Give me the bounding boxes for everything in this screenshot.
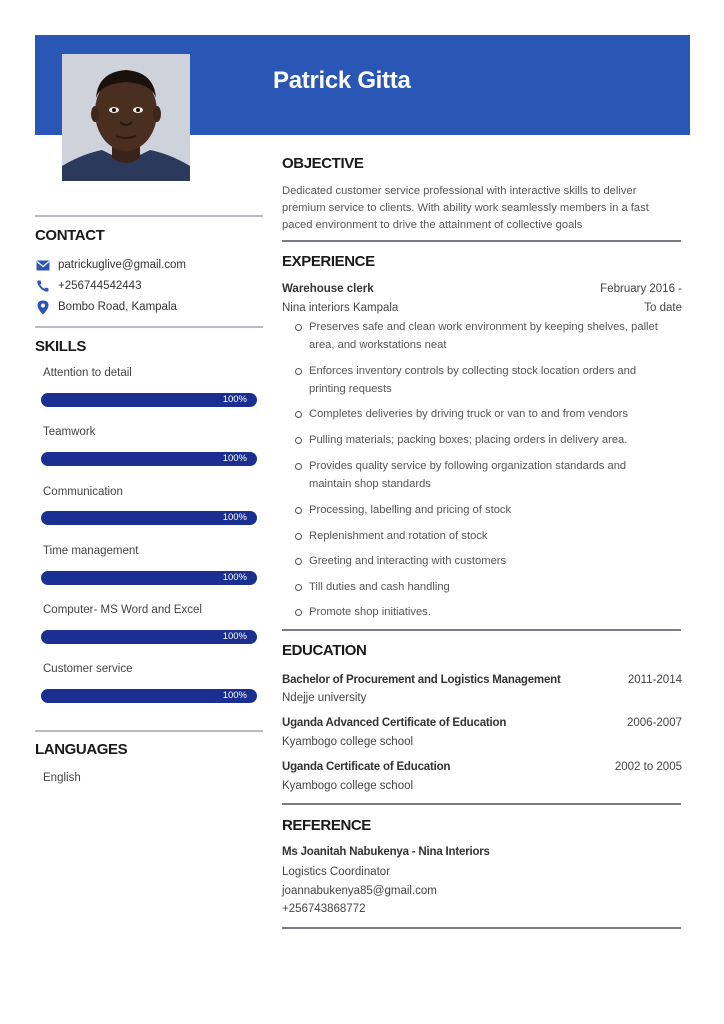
divider xyxy=(282,927,681,929)
mail-icon xyxy=(35,257,51,273)
divider xyxy=(282,240,681,242)
education-years: 2006-2007 xyxy=(627,717,682,729)
job-start-date: February 2016 - xyxy=(600,283,682,295)
experience-bullet: Replenishment and rotation of stock xyxy=(309,527,669,545)
divider xyxy=(282,803,681,805)
divider xyxy=(35,730,263,732)
contact-phone[interactable]: +256744542443 xyxy=(58,280,142,292)
languages-heading: LANGUAGES xyxy=(35,741,128,758)
skill-bar xyxy=(41,452,257,466)
skill-label: Communication xyxy=(43,486,123,498)
divider xyxy=(35,326,263,328)
skill-percent: 100% xyxy=(222,453,247,464)
reference-heading: REFERENCE xyxy=(282,817,371,834)
experience-bullet: Greeting and interacting with customers xyxy=(309,552,669,570)
experience-bullet: Promote shop initiatives. xyxy=(309,603,669,621)
education-school: Kyambogo college school xyxy=(282,780,414,792)
education-degree: Uganda Certificate of Education xyxy=(282,761,451,773)
skill-label: Time management xyxy=(43,545,139,557)
reference-role: Logistics Coordinator xyxy=(282,866,391,878)
experience-bullet: Pulling materials; packing boxes; placing orders in delivery area. xyxy=(309,431,669,449)
skill-percent: 100% xyxy=(222,690,247,701)
education-years: 2011-2014 xyxy=(627,674,682,686)
profile-photo xyxy=(62,54,190,181)
education-school: Ndejje university xyxy=(282,692,367,704)
experience-bullet: Completes deliveries by driving truck or van to and from vendors xyxy=(309,405,669,423)
contact-email[interactable]: patrickuglive@gmail.com xyxy=(58,259,186,271)
contact-phone-row xyxy=(35,277,141,295)
experience-bullet: Processing, labelling and pricing of stock xyxy=(309,501,669,519)
job-end-date: To date xyxy=(644,302,682,314)
skill-label: Computer- MS Word and Excel xyxy=(43,604,202,616)
education-school: Kyambogo college school xyxy=(282,736,414,748)
reference-phone[interactable]: +256743868772 xyxy=(282,903,366,915)
reference-email[interactable]: joannabukenya85@gmail.com xyxy=(282,885,437,897)
contact-address-row xyxy=(35,298,177,316)
skills-heading: SKILLS xyxy=(35,338,86,355)
phone-icon xyxy=(35,278,51,294)
contact-heading: CONTACT xyxy=(35,227,105,244)
objective-text: Dedicated customer service professional with interactive skills to deliver premium service to clients. With ability work seamlessly members in a fast paced environment to drive the attainment of collective goals xyxy=(282,185,649,231)
skill-label: Customer service xyxy=(43,663,133,675)
experience-bullet: Provides quality service by following organization standards and maintain shop standards xyxy=(309,457,669,493)
job-company: Nina interiors Kampala xyxy=(282,302,399,314)
contact-email-row xyxy=(35,256,186,274)
contact-address: Bombo Road, Kampala xyxy=(58,301,177,313)
location-pin-icon xyxy=(35,299,51,315)
divider xyxy=(282,629,681,631)
reference-name: Ms Joanitah Nabukenya - Nina Interiors xyxy=(282,846,490,858)
skill-label: Teamwork xyxy=(43,426,96,438)
experience-heading: EXPERIENCE xyxy=(282,253,375,270)
skill-bar xyxy=(41,689,257,703)
job-title: Warehouse clerk xyxy=(282,283,374,295)
education-degree: Bachelor of Procurement and Logistics Management xyxy=(282,674,561,686)
objective-heading: OBJECTIVE xyxy=(282,155,364,172)
skill-bar xyxy=(41,571,257,585)
experience-bullet: Till duties and cash handling xyxy=(309,578,669,596)
divider xyxy=(35,215,263,217)
candidate-name: Patrick Gitta xyxy=(273,67,411,94)
language-item: English xyxy=(43,772,81,784)
skill-percent: 100% xyxy=(222,512,247,523)
education-degree: Uganda Advanced Certificate of Education xyxy=(282,717,507,729)
skill-bar xyxy=(41,630,257,644)
skill-label: Attention to detail xyxy=(43,367,132,379)
education-years: 2002 to 2005 xyxy=(614,761,682,773)
skill-percent: 100% xyxy=(222,572,247,583)
skill-bar xyxy=(41,511,257,525)
experience-bullet: Preserves safe and clean work environment by keeping shelves, pallet area, and workstations neat xyxy=(309,318,669,354)
skill-percent: 100% xyxy=(222,631,247,642)
skill-bar xyxy=(41,393,257,407)
experience-bullet: Enforces inventory controls by collecting stock location orders and printing requests xyxy=(309,362,669,398)
skill-percent: 100% xyxy=(222,394,247,405)
education-heading: EDUCATION xyxy=(282,642,367,659)
